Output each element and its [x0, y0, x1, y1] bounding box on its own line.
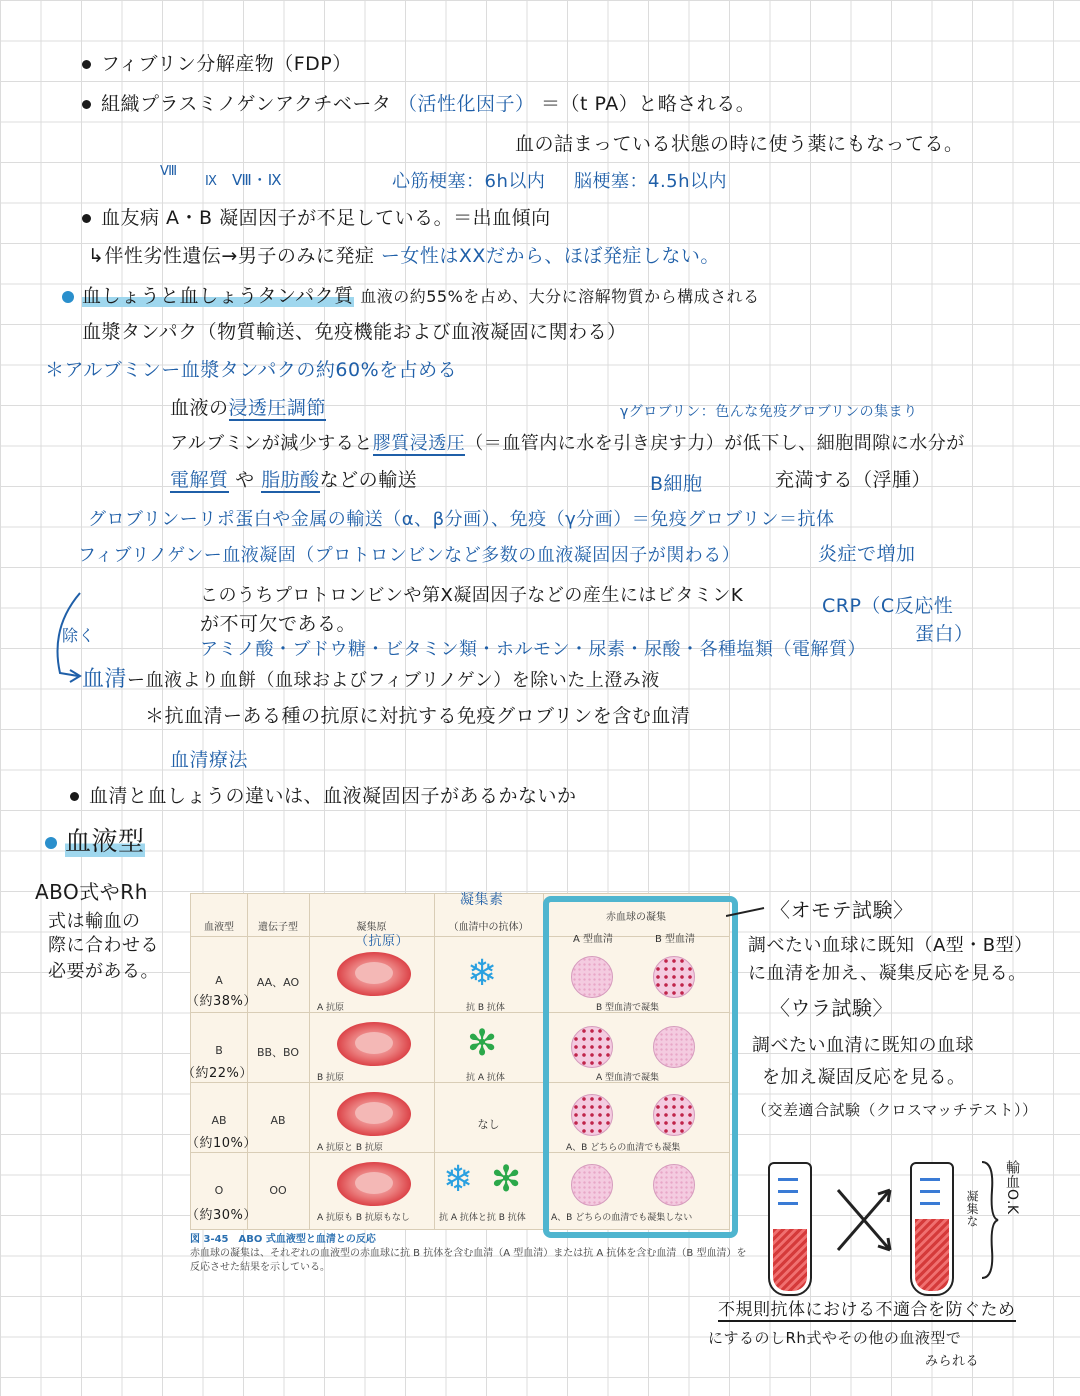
forward-test-title: 〈オモテ試験〉: [770, 898, 914, 922]
note-crp: CRP（C反応性: [822, 595, 954, 617]
row-b-antibody: 抗 A 抗体: [466, 1073, 505, 1083]
row-a-gene: AA、AO: [256, 976, 300, 989]
note-factor-viii: Ⅷ: [160, 164, 178, 179]
forward-test-desc-2: に血清を加え、凝集反応を見る。: [748, 963, 1027, 984]
row-b-antigen: B 抗原: [317, 1073, 345, 1083]
irregular-antibody-note-3: みられる: [925, 1354, 980, 1369]
row-ab-type: AB: [211, 1114, 227, 1127]
note-hemophilia: 血友病 A・B 凝固因子が不足している。＝出血傾向: [82, 206, 551, 230]
row-ab-result: A、B どちらの血清でも凝集: [566, 1143, 681, 1153]
row-a-antibody: 抗 B 抗体: [466, 1003, 505, 1013]
anti-b-antibody-icon: ❄: [467, 953, 498, 994]
header-gene: 遺伝子型: [258, 922, 298, 933]
row-a-result: B 型血清で凝集: [596, 1003, 660, 1013]
note-osmotic: 血液の浸透圧調節: [170, 397, 327, 419]
note-plasma-protein: 血漿タンパク（物質輸送、免疫機能および血液凝固に関わる）: [82, 321, 627, 343]
rbc-o-no-antigen: [337, 1162, 411, 1206]
forward-test-desc-1: 調べたい血球に既知（A型・B型）: [748, 935, 1033, 956]
rbc-b-antigen: [337, 1022, 411, 1066]
note-abo-rh-2: 式は輸血の: [48, 911, 141, 932]
note-fdp: フィブリン分解産物（FDP）: [82, 52, 352, 76]
note-b-cell: B細胞: [650, 473, 703, 495]
note-serum-vs-plasma: 血清と血しょうの違いは、血液凝固因子があるかないか: [70, 784, 577, 808]
header-serum-antibody: （血清中の抗体）: [448, 922, 529, 933]
brace: [980, 1160, 1000, 1280]
note-inheritance: ↳伴性劣性遺伝→男子のみに発症 ー女性はXXだから、ほぼ発症しない。: [88, 245, 720, 267]
transfusion-ok-label: 輸血O.K: [1004, 1160, 1020, 1215]
exclude-bracket: [40, 588, 90, 688]
connector-line: [726, 904, 766, 924]
anti-b-antibody-icon-o: ✻: [491, 1159, 522, 1200]
row-b-result: A 型血清で凝集: [596, 1073, 660, 1083]
header-rbc-agglutination: 赤血球の凝集: [606, 912, 666, 923]
note-antiserum: ＊抗血清ーある種の抗原に対抗する免疫グロブリンを含む血清: [145, 705, 691, 727]
reverse-test-desc-1: 調べたい血清に既知の血球: [752, 1035, 974, 1056]
pct-b: （約22%）: [182, 1066, 253, 1081]
test-tube-clear: [910, 1162, 954, 1296]
note-other-components: アミノ酸・ブドウ糖・ビタミン類・ホルモン・尿素・尿酸・各種塩類（電解質）: [200, 639, 866, 660]
reverse-test-title: 〈ウラ試験〉: [770, 996, 893, 1020]
note-plasma: 血しょうと血しょうタンパク質 血液の約55%を占め、大分に溶解物質から構成される: [62, 284, 760, 309]
pct-ab: （約10%）: [186, 1136, 257, 1151]
note-protein: 蛋白）: [915, 623, 974, 645]
note-edema: 充満する（浮腫）: [775, 469, 932, 491]
note-vitamin-k: このうちプロトロンビンや第X凝固因子などの産生にはビタミンK: [200, 585, 744, 606]
row-b-gene: BB、BO: [256, 1046, 300, 1059]
rbc-a-antigen: [337, 952, 411, 996]
label-antigen: （抗原）: [355, 934, 410, 949]
test-tube-agglutinated: [768, 1162, 812, 1296]
note-factor-ix: Ⅸ: [205, 174, 218, 189]
header-agglutinogen: 凝集原: [356, 922, 387, 933]
row-ab-antigen: A 抗原と B 抗原: [317, 1143, 383, 1153]
note-serum-therapy: 血清療法: [170, 749, 249, 771]
figure-caption: 図 3-45 ABO 式血液型と血清との反応 赤血球の凝集は、それぞれの血液型の赤血球に抗 B 抗体を含む血清（A 型血清）または抗 A 抗体を含む血清（B 型血清）を反応させた結果を示している。: [190, 1234, 747, 1273]
row-a-antigen: A 抗原: [317, 1003, 345, 1013]
note-albumin-decrease: アルブミンが減少すると膠質浸透圧（＝血管内に水を引き戻す力）が低下し、細胞間隙に水分が: [170, 433, 965, 454]
rbc-ab-antigen: [337, 1092, 411, 1136]
row-a-type: A: [215, 974, 223, 987]
note-essential: が不可欠である。: [200, 613, 357, 635]
pct-a: （約38%）: [186, 994, 257, 1009]
row-o-result: A、B どちらの血清でも凝集しない: [551, 1213, 693, 1223]
note-gamma-globulin: γグロブリン：色んな免疫グロブリンの集まり: [620, 404, 918, 420]
note-inflammation-increase: 炎症で増加: [818, 543, 916, 565]
header-type: 血液型: [204, 922, 234, 933]
row-o-antigen: A 抗原も B 抗原もなし: [317, 1213, 410, 1223]
anti-a-antibody-icon-o: ❄: [443, 1159, 474, 1200]
note-factor-viii-ix: Ⅷ・Ⅸ: [232, 171, 283, 189]
row-o-gene: OO: [269, 1184, 287, 1197]
row-o-antibody: 抗 A 抗体と抗 B 抗体: [439, 1213, 526, 1223]
note-transport: 電解質 や 脂肪酸などの輸送: [170, 469, 418, 491]
note-globulin: グロブリンーリポ蛋白や金属の輸送（α、β分画）、免疫（γ分画）＝免疫グロブリン＝抗体: [88, 509, 835, 530]
irregular-antibody-note-2: にするのしRh式やその他の血液型で: [708, 1329, 962, 1347]
irregular-antibody-note-1: 不規則抗体における不適合を防ぐため: [718, 1300, 1016, 1320]
note-tpa-usage: 血の詰まっている状態の時に使う薬にもなってる。: [515, 133, 964, 155]
row-b-type: B: [215, 1044, 223, 1057]
note-albumin: ＊アルブミンー血漿タンパクの約60%を占める: [45, 359, 458, 381]
note-tpa: 組織プラスミノゲンアクチベータ （活性化因子） ＝（t PA）と略される。: [82, 92, 755, 116]
cross-arrows: [830, 1180, 900, 1260]
row-ab-antibody: なし: [477, 1118, 500, 1131]
note-mi-time: 心筋梗塞：6h以内: [392, 171, 546, 192]
section-blood-type: 血液型: [45, 830, 145, 854]
note-abo-rh-3: 際に合わせる: [48, 935, 159, 956]
reverse-test-desc-2: を加え凝固反応を見る。: [762, 1067, 966, 1088]
anti-a-antibody-icon: ✻: [467, 1023, 498, 1064]
cross-match-note: （交差適合試験（クロスマッチテスト））: [752, 1101, 1038, 1119]
pct-o: （約30%）: [186, 1208, 257, 1223]
header-b-serum: B 型血清: [654, 934, 696, 945]
rbc-highlight-box: [543, 896, 738, 1238]
note-abo-rh-4: 必要がある。: [48, 961, 159, 982]
no-agglutination-label: 凝集な: [965, 1190, 979, 1228]
note-fibrinogen: フィブリノゲンー血液凝固（プロトロンビンなど多数の血液凝固因子が関わる）: [78, 545, 741, 566]
row-ab-gene: AB: [270, 1114, 286, 1127]
note-exclude: 除く: [62, 626, 96, 645]
header-a-serum: A 型血清: [572, 934, 614, 945]
label-agglutinin: 凝集素: [460, 892, 504, 908]
note-stroke-time: 脳梗塞：4.5h以内: [574, 171, 728, 192]
row-o-type: O: [214, 1184, 224, 1197]
note-abo-rh: ABO式やRh: [35, 880, 148, 904]
note-serum: 血清ー血液より血餅（血球およびフィブリノゲン）を除いた上澄み液: [82, 667, 660, 692]
